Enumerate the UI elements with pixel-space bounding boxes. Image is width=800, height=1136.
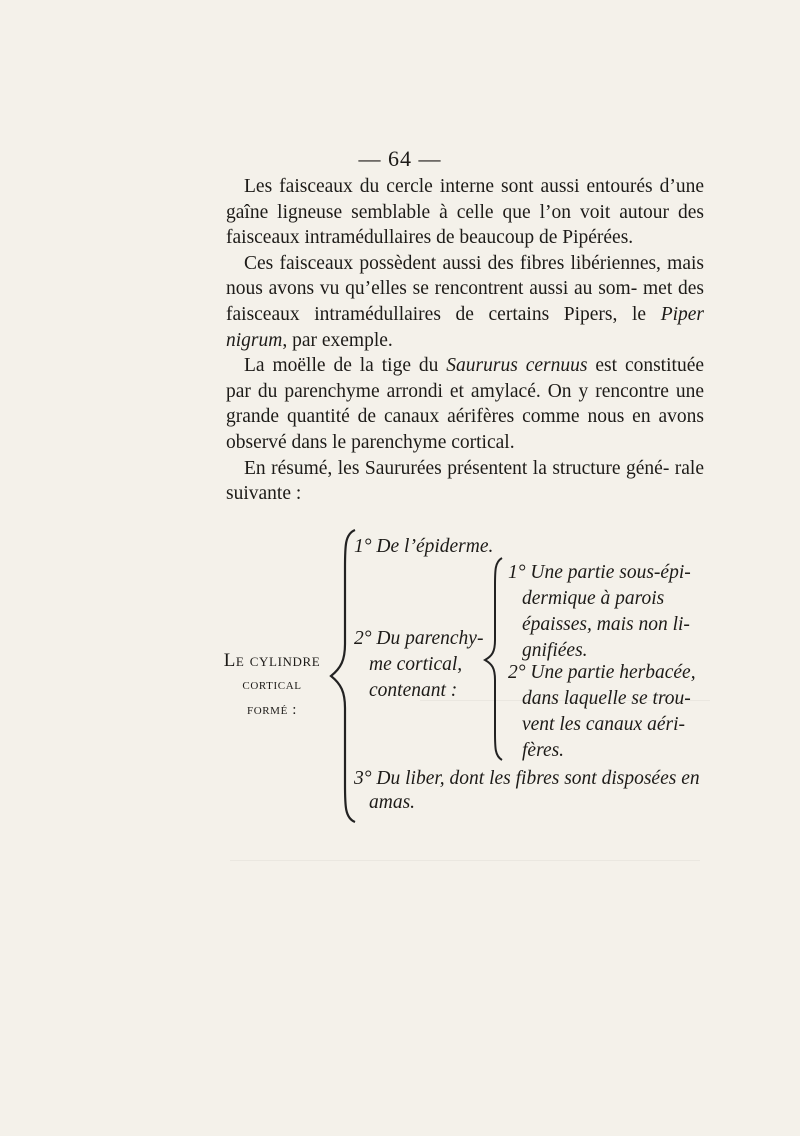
sub-item-2-line: vent les canaux aéri- bbox=[522, 714, 685, 735]
text-fragment: , par exemple. bbox=[282, 329, 393, 351]
text-line: avons observé dans le parenchyme cortical. bbox=[226, 406, 705, 453]
summary-item-1: 1° De l’épiderme. bbox=[354, 536, 494, 557]
summary-item-2-line: contenant : bbox=[369, 680, 458, 701]
text-line: une grande quantité de canaux aérifères comme nous en bbox=[226, 380, 705, 428]
paragraph-2 bbox=[226, 251, 704, 353]
paragraph-1 bbox=[226, 174, 704, 251]
body-text bbox=[226, 174, 704, 507]
sub-item-1-line: dermique à parois bbox=[522, 588, 665, 609]
sub-item-2-line: 2° Une partie herbacée, bbox=[508, 662, 696, 683]
summary-item-2-line: 2° Du parenchy- bbox=[354, 628, 484, 649]
summary-item-2-line: me cortical, bbox=[369, 654, 463, 675]
summary-item-3-line: 3° Du liber, dont les fibres sont disposées en bbox=[354, 768, 700, 789]
text-line: faisceaux intramédullaires de beaucoup de Pipérées. bbox=[226, 227, 634, 249]
sub-item-1-line: 1° Une partie sous-épi- bbox=[508, 562, 691, 583]
text-line: En résumé, les Saururées présentent la structure géné- bbox=[244, 457, 670, 479]
species-name: Piper nigrum bbox=[226, 303, 705, 351]
text-line: met des faisceaux intramédullaires de certains Pipers, le bbox=[226, 278, 705, 325]
summary-label bbox=[216, 648, 328, 723]
sub-item-1-line: gnifiées. bbox=[522, 640, 588, 661]
sub-item-2-line: dans laquelle se trou- bbox=[522, 688, 691, 709]
species-name: Saururus cernuus bbox=[446, 355, 588, 377]
label-line: Le cylindre bbox=[223, 650, 321, 671]
text-line: gaîne ligneuse semblable à celle que l’on voit autour des bbox=[226, 201, 704, 223]
sub-item-1-line: épaisses, mais non li- bbox=[522, 614, 690, 635]
text-line: Ces faisceaux possèdent aussi des fibres libériennes, bbox=[244, 252, 661, 274]
bleed-through-line bbox=[230, 860, 700, 861]
text-line: Les faisceaux du cercle interne sont aussi entourés d’une bbox=[244, 176, 704, 197]
paragraph-4 bbox=[226, 456, 704, 507]
label-line: cortical bbox=[242, 677, 302, 693]
paragraph-3 bbox=[226, 353, 704, 455]
text-fragment: La moëlle de la tige du bbox=[244, 355, 447, 377]
summary-item-3-line: amas. bbox=[369, 792, 416, 813]
text-line: mais nous avons vu qu’elles se rencontrent aussi au som- bbox=[226, 252, 705, 300]
label-line: formé : bbox=[246, 702, 298, 718]
sub-brace-icon bbox=[480, 556, 510, 762]
text-line: par du parenchyme arrondi et amylacé. On y rencontre bbox=[226, 380, 669, 402]
text-line: rale suivante : bbox=[226, 457, 705, 505]
page-number: — 64 — bbox=[358, 146, 442, 171]
sub-item-2-line: fères. bbox=[522, 740, 565, 761]
text-fragment: est constituée bbox=[587, 355, 704, 377]
